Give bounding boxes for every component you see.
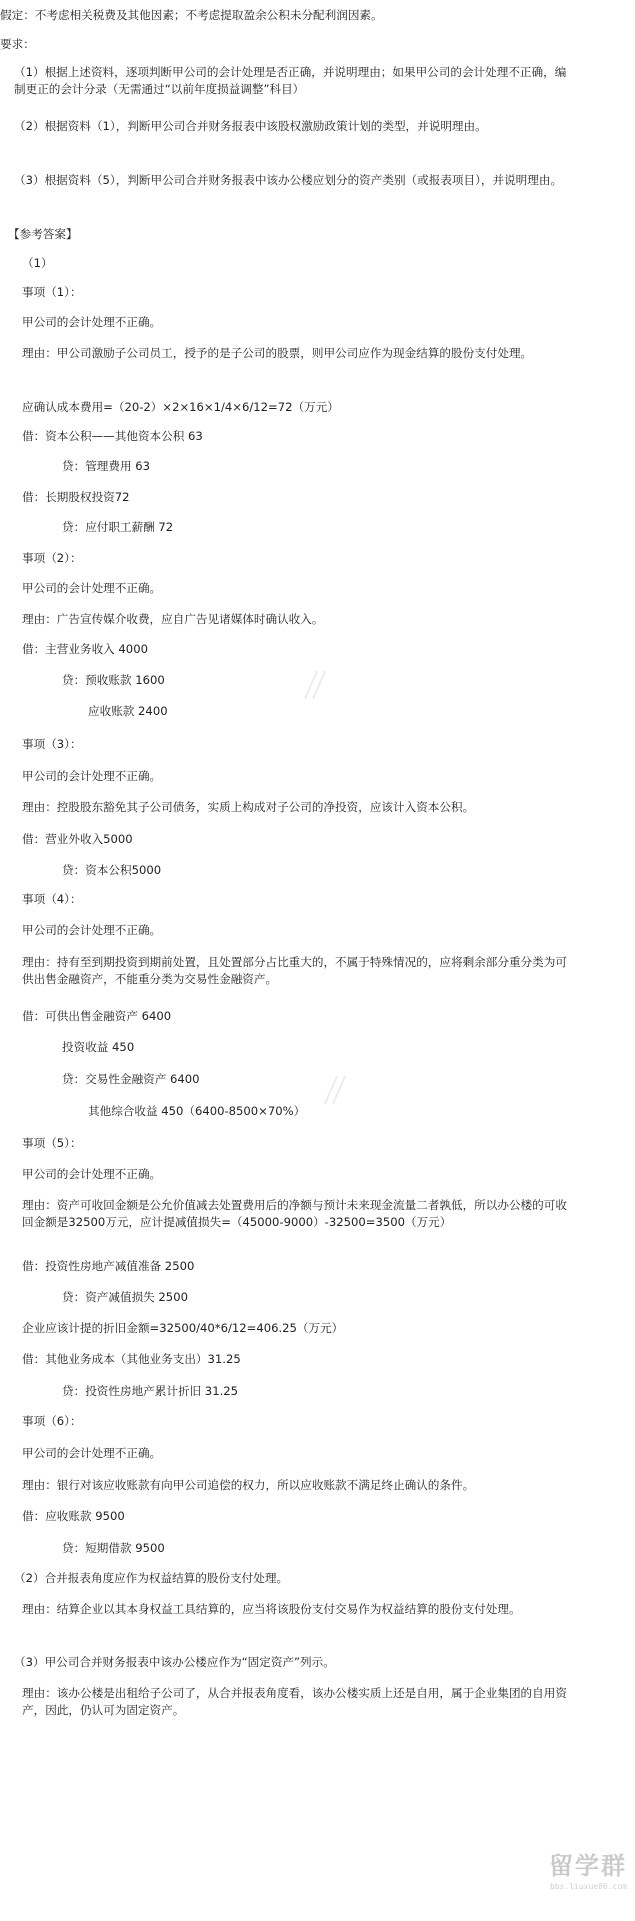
text-line: 理由：广告宣传媒介收费，应自广告见诸媒体时确认收入。 xyxy=(22,612,324,626)
watermark-mark xyxy=(295,665,335,705)
text-line: 理由：持有至到期投资到期前处置，且处置部分占比重大的，不属于特殊情况的，应将剩余部分重分类为可供出售金融资产，不能重分类为交易性金融资产。 xyxy=(22,955,567,986)
text-line: 贷：投资性房地产累计折旧 31.25 xyxy=(62,1384,239,1398)
text-line: 事项（2）： xyxy=(22,551,82,565)
text-line: 理由：该办公楼是出租给子公司了，从合并报表角度看，该办公楼实质上还是自用，属于企业集团的自用资产，因此，仍认可为固定资产。 xyxy=(22,1686,567,1717)
text-line: 贷：预收账款 1600 xyxy=(62,673,165,687)
text-line: 借：资本公积——其他资本公积 63 xyxy=(22,429,203,443)
text-line: 贷：资产减值损失 2500 xyxy=(62,1290,188,1304)
text-line: 甲公司的会计处理不正确。 xyxy=(22,923,162,937)
text-line: 借：可供出售金融资产 6400 xyxy=(22,1009,172,1023)
text-line: 贷：应付职工薪酬 72 xyxy=(62,520,174,534)
text-line: 事项（4）： xyxy=(22,892,82,906)
text-line: 贷：资本公积5000 xyxy=(62,863,162,877)
text-line: 理由：控股股东豁免其子公司债务，实质上构成对子公司的净投资，应该计入资本公积。 xyxy=(22,800,475,814)
text-line: 借：其他业务成本（其他业务支出）31.25 xyxy=(22,1352,241,1366)
text-line: 贷：交易性金融资产 6400 xyxy=(62,1072,200,1086)
text-line: 借：长期股权投资72 xyxy=(22,490,130,504)
text-line: 理由：甲公司激励子公司员工，授予的是子公司的股票，则甲公司应作为现金结算的股份支付处理。 xyxy=(22,346,533,360)
text-line: 借：主营业务收入 4000 xyxy=(22,642,148,656)
text-line: 甲公司的会计处理不正确。 xyxy=(22,1167,162,1181)
text-line: 借：应收账款 9500 xyxy=(22,1509,125,1523)
text-line: （1） xyxy=(22,256,53,270)
text-line: 【参考答案】 xyxy=(8,227,78,241)
text-line: 应确认成本费用=（20-2）×2×16×1/4×6/12=72（万元） xyxy=(22,400,339,414)
text-line: 甲公司的会计处理不正确。 xyxy=(22,315,162,329)
text-line: 事项（3）： xyxy=(22,737,82,751)
text-line: （3）甲公司合并财务报表中该办公楼应作为“固定资产”列示。 xyxy=(14,1655,335,1669)
text-line: 应收账款 2400 xyxy=(88,704,168,718)
site-watermark xyxy=(507,1846,627,1891)
text-line: 借：营业外收入5000 xyxy=(22,832,133,846)
site-watermark-title: 留学群 xyxy=(549,1852,627,1880)
text-line: （1）根据上述资料，逐项判断甲公司的会计处理是否正确，并说明理由；如果甲公司的会计处理不正确，编制更正的会计分录（无需通过“以前年度损益调整”科目） xyxy=(14,65,567,96)
text-line: 企业应该计提的折旧金额=32500/40*6/12=406.25（万元） xyxy=(22,1321,344,1335)
text-line: 甲公司的会计处理不正确。 xyxy=(22,769,162,783)
text-line: 借：投资性房地产减值准备 2500 xyxy=(22,1259,195,1273)
text-line: 贷：管理费用 63 xyxy=(62,459,151,473)
text-line: （3）根据资料（5），判断甲公司合并财务报表中该办公楼应划分的资产类别（或报表项目），并说明理由。 xyxy=(14,173,563,187)
text-line: 投资收益 450 xyxy=(62,1040,135,1054)
text-line: 甲公司的会计处理不正确。 xyxy=(22,581,162,595)
text-line: （2）合并报表角度应作为权益结算的股份支付处理。 xyxy=(14,1571,289,1585)
text-line: 理由：资产可收回金额是公允价值减去处置费用后的净额与预计未来现金流量二者孰低，所以办公楼的可收回金额是32500万元，应计提减值损失=（45000-9000）-32500=3500（万元） xyxy=(22,1198,567,1229)
text-line: 要求： xyxy=(0,37,35,51)
text-line: 事项（5）： xyxy=(22,1136,82,1150)
text-line: 甲公司的会计处理不正确。 xyxy=(22,1446,162,1460)
text-line: 假定：不考虑相关税费及其他因素；不考虑提取盈余公积未分配利润因素。 xyxy=(0,8,383,22)
text-line: 理由：结算企业以其本身权益工具结算的，应当将该股份支付交易作为权益结算的股份支付处理。 xyxy=(22,1602,521,1616)
text-line: 贷：短期借款 9500 xyxy=(62,1541,165,1555)
text-line: 事项（1）： xyxy=(22,285,82,299)
site-watermark-url: bbs.liuxue86.com xyxy=(549,1882,627,1891)
text-line: 其他综合收益 450（6400-8500×70%） xyxy=(88,1104,306,1118)
text-line: 理由：银行对该应收账款有向甲公司追偿的权力，所以应收账款不满足终止确认的条件。 xyxy=(22,1478,475,1492)
text-line: （2）根据资料（1），判断甲公司合并财务报表中该股权激励政策计划的类型，并说明理由。 xyxy=(14,119,487,133)
watermark-mark xyxy=(315,1070,355,1110)
text-line: 事项（6）： xyxy=(22,1414,82,1428)
